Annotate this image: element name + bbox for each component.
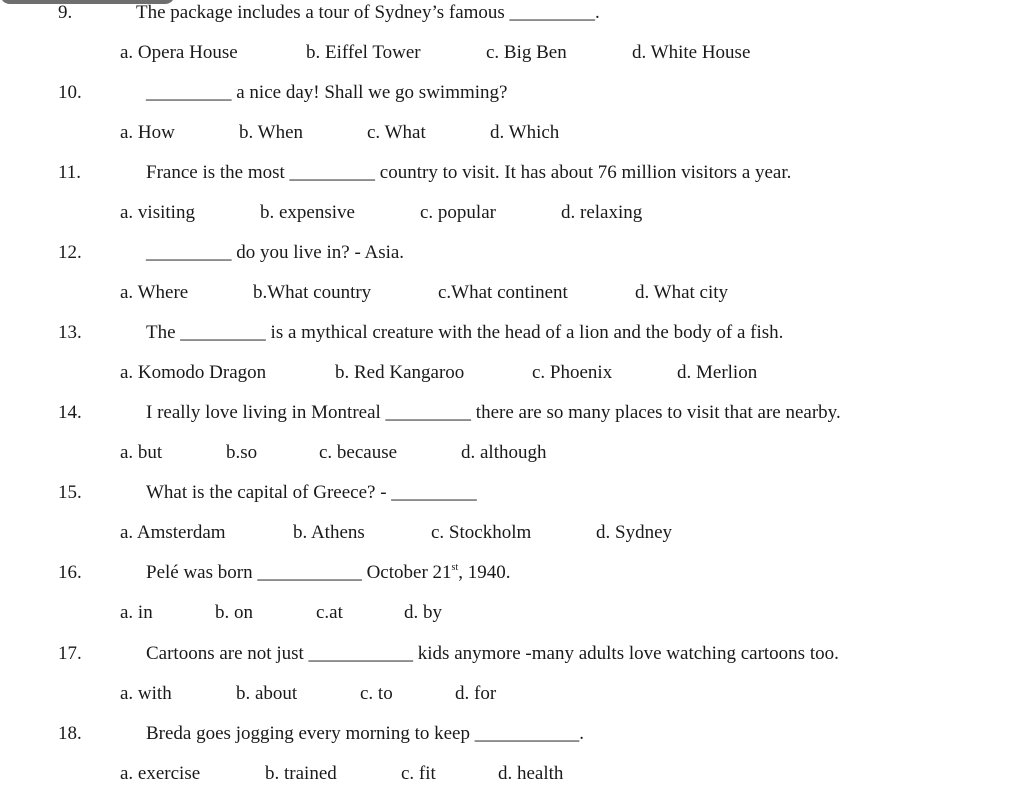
question-text [146, 558, 510, 588]
question-text: What is the capital of Greece? - _________ [146, 482, 477, 503]
question-10 [0, 78, 1024, 108]
option-b: b.What country [253, 282, 372, 303]
question-18 [0, 719, 1024, 749]
option-d: d. Merlion [677, 362, 758, 383]
option-b: b. When [239, 122, 304, 143]
option-d: d. although [461, 442, 547, 463]
option-a: a. with [120, 683, 172, 704]
option-a: a. in [120, 602, 153, 623]
option-d: d. relaxing [561, 202, 643, 223]
question-11 [0, 158, 1024, 188]
question-17 [0, 639, 1024, 669]
option-c: c. because [319, 442, 398, 463]
option-b: b. expensive [260, 202, 355, 223]
option-c: c. What [367, 122, 426, 143]
option-b: b. on [215, 602, 253, 623]
option-d: d. Sydney [596, 522, 672, 543]
option-a: a. exercise [120, 763, 201, 784]
option-c: c. to [360, 683, 393, 704]
option-a: a. How [120, 122, 175, 143]
question-number: 9. [58, 2, 73, 23]
option-a: a. Opera House [120, 42, 238, 63]
question-text: _________ do you live in? - Asia. [146, 242, 405, 263]
question-text: France is the most _________ country to visit. It has about 76 million visitors a year. [146, 162, 792, 183]
option-c: c.at [316, 602, 343, 623]
option-d: d. by [404, 602, 442, 623]
question-16 [0, 558, 1024, 588]
option-c: c. Big Ben [486, 42, 567, 63]
question-15 [0, 478, 1024, 508]
question-text: I really love living in Montreal _________ there are so many places to visit that are nearby. [146, 402, 841, 423]
option-a: a. Komodo Dragon [120, 362, 267, 383]
option-d: d. for [455, 683, 497, 704]
question-number: 13. [58, 322, 82, 343]
question-number: 15. [58, 482, 82, 503]
ordinal-suffix: st [451, 562, 459, 573]
question-number: 14. [58, 402, 82, 423]
question-text: The package includes a tour of Sydney’s famous _________. [136, 2, 600, 23]
option-b: b. trained [265, 763, 337, 784]
option-a: a. Where [120, 282, 189, 303]
option-c: c. popular [420, 202, 496, 223]
question-text: _________ a nice day! Shall we go swimming? [146, 82, 508, 103]
option-b: b. Athens [293, 522, 365, 543]
question-number: 17. [58, 643, 82, 664]
option-b: b. Red Kangaroo [335, 362, 465, 383]
option-a: a. visiting [120, 202, 195, 223]
option-b: b. Eiffel Tower [306, 42, 421, 63]
option-d: d. Which [490, 122, 560, 143]
question-text: Breda goes jogging every morning to keep ___________. [146, 723, 584, 744]
option-c: c. Stockholm [431, 522, 532, 543]
option-c: c.What continent [438, 282, 568, 303]
option-b: b. about [236, 683, 298, 704]
option-b: b.so [226, 442, 258, 463]
question-13 [0, 318, 1024, 348]
question-text-after: , 1940. [458, 562, 511, 583]
question-number: 10. [58, 82, 82, 103]
question-number: 12. [58, 242, 82, 263]
option-d: d. health [498, 763, 564, 784]
option-a: a. Amsterdam [120, 522, 226, 543]
question-number: 11. [58, 162, 82, 183]
question-14 [0, 398, 1024, 428]
question-number: 18. [58, 723, 82, 744]
question-text: Cartoons are not just ___________ kids anymore -many adults love watching cartoons too. [146, 643, 839, 664]
question-text-before: Pelé was born ___________ October 21 [146, 562, 452, 583]
question-text: The _________ is a mythical creature with the head of a lion and the body of a fish. [146, 322, 784, 343]
option-c: c. fit [401, 763, 436, 784]
question-9 [0, 0, 1024, 28]
option-d: d. What city [635, 282, 729, 303]
option-c: c. Phoenix [532, 362, 613, 383]
option-a: a. but [120, 442, 163, 463]
option-d: d. White House [632, 42, 751, 63]
question-number: 16. [58, 562, 82, 583]
question-12 [0, 238, 1024, 268]
